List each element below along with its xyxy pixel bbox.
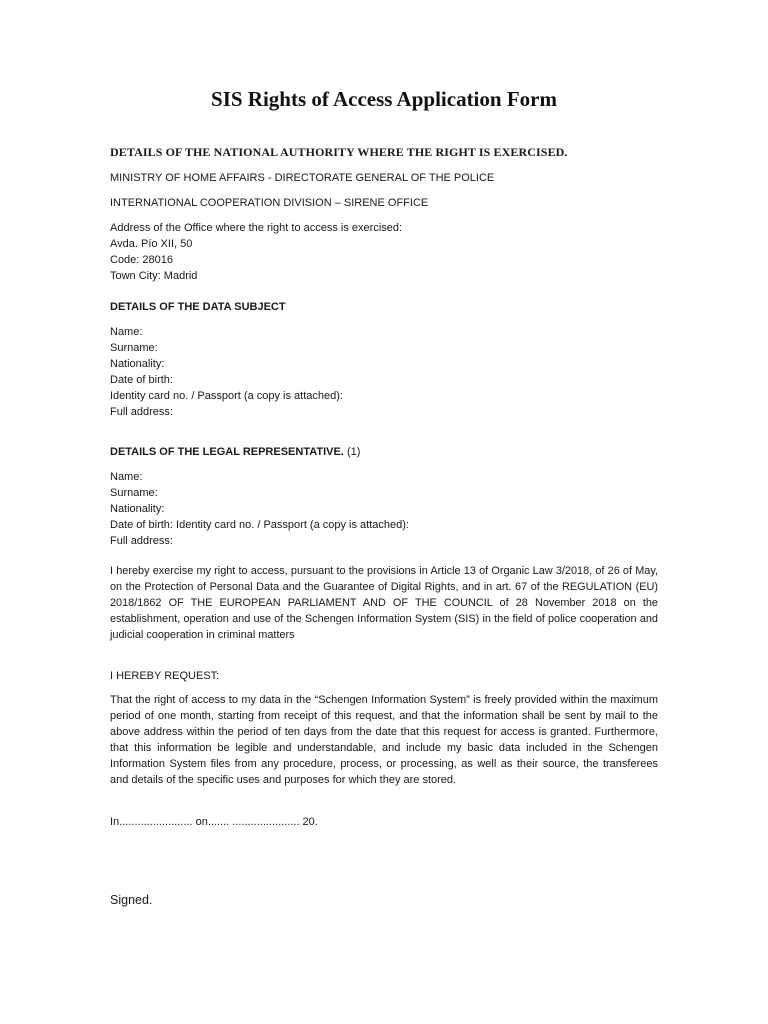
field-label: Date of birth: (110, 374, 173, 386)
field-label: Date of birth: Identity card no. / Passport (a copy is attached): (110, 519, 409, 531)
field-label: Name: (110, 471, 143, 483)
data-subject-fields (110, 324, 658, 420)
place-date-block (110, 814, 658, 830)
address-line: Town City: Madrid (110, 270, 198, 282)
field-label: Surname: (110, 342, 158, 354)
field-label: Name: (110, 326, 143, 338)
division-line: INTERNATIONAL COOPERATION DIVISION – SIRENE OFFICE (110, 197, 429, 209)
authority-heading-block (110, 144, 658, 161)
field-label: Surname: (110, 487, 158, 499)
declaration-paragraph: I hereby exercise my right to access, pursuant to the provisions in Article 13 of Organic Law 3/2018, of 26 of May, on the Protection of Personal Data and the Guarantee of Digital Rights, and in art. 67 of the REGULATION (EU) 2018/1862 OF THE EUROPEAN PARLIAMENT AND OF THE COUNCIL of 28 November 2018 on the establishment, operation and use of the Schengen Information System (SIS) in the field of police cooperation and judicial cooperation in criminal matters (110, 565, 658, 641)
request-heading: I HEREBY REQUEST: (110, 670, 220, 682)
authority-heading: DETAILS OF THE NATIONAL AUTHORITY WHERE THE RIGHT IS EXERCISED. (110, 145, 568, 159)
office-address (110, 220, 658, 284)
place-date-line: In........................ on....... ...................... 20. (110, 816, 318, 828)
address-line: Code: 28016 (110, 254, 173, 266)
request-paragraph: That the right of access to my data in the “Schengen Information System” is freely provided within the maximum period of one month, starting from receipt of this request, and that the information shall be sent by mail to the above address within the period of ten days from the date that this request for access is granted. Furthermore, that this information be legible and understandable, and include my basic data included in the Schengen Information System files from any procedure, process, or processing, as well as their source, the transferees and details of the specific uses and purposes for which they are stored. (110, 694, 658, 786)
field-label: Full address: (110, 406, 173, 418)
data-subject-heading: DETAILS OF THE DATA SUBJECT (110, 301, 286, 313)
data-subject-heading-block (110, 299, 658, 315)
division-line-block (110, 195, 658, 211)
field-label: Full address: (110, 535, 173, 547)
legal-rep-note: (1) (346, 446, 361, 458)
legal-rep-fields (110, 469, 658, 549)
document-title: SIS Rights of Access Application Form (211, 87, 557, 111)
legal-rep-heading: DETAILS OF THE LEGAL REPRESENTATIVE. (110, 446, 344, 458)
address-line: Address of the Office where the right to access is exercised: (110, 222, 403, 234)
field-label: Nationality: (110, 358, 165, 370)
field-label: Nationality: (110, 503, 165, 515)
field-label: Identity card no. / Passport (a copy is attached): (110, 390, 343, 402)
signature-label: Signed. (110, 893, 153, 907)
ministry-line: MINISTRY OF HOME AFFAIRS - DIRECTORATE GENERAL OF THE POLICE (110, 172, 495, 184)
address-line: Avda. Pío XII, 50 (110, 238, 193, 250)
request-heading-block (110, 668, 658, 684)
ministry-line-block (110, 170, 658, 186)
legal-rep-heading-block (110, 444, 658, 460)
